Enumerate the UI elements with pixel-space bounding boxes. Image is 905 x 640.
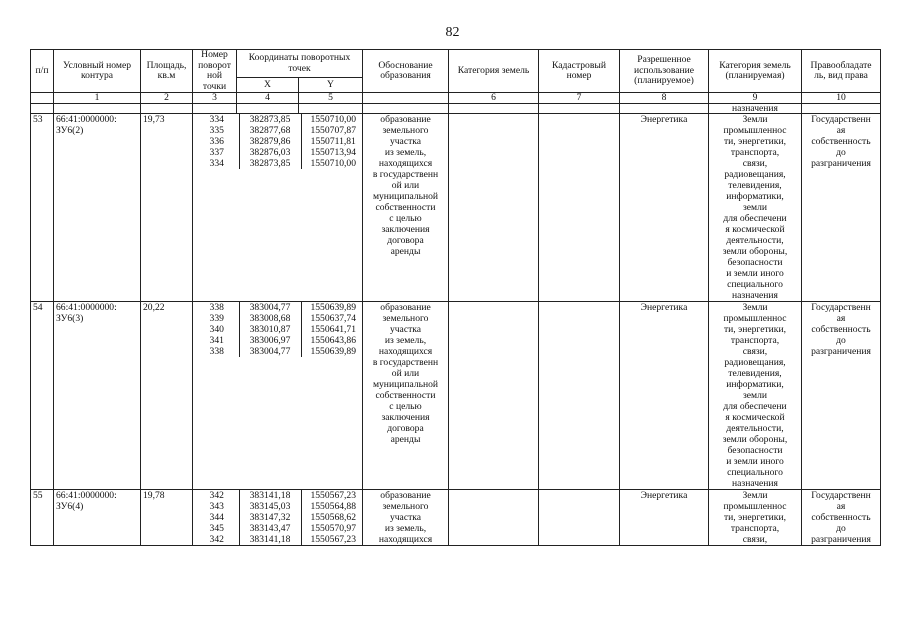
coord-y: 1550637,74 [310,313,357,324]
coordinates-cell [193,490,363,546]
coordinate-row [195,324,365,335]
coord-y: 1550567,23 [310,534,357,545]
coord-y: 1550568,62 [310,512,357,523]
point-number: 343 [195,501,239,512]
coordinates-list [195,302,365,357]
coord-x: 382876,03 [239,147,301,158]
land-category [449,302,539,490]
column-number: 6 [449,93,539,104]
column-number: 1 [54,93,141,104]
coordinate-row [195,302,365,313]
coord-y: 1550639,89 [310,346,357,357]
coordinate-row [195,523,365,534]
contour-number: 66:41:0000000: ЗУ6(4) [54,490,141,546]
point-number: 339 [195,313,239,324]
land-category [449,490,539,546]
cadastral-number [539,302,620,490]
row-num: 53 [31,114,54,302]
coord-x: 382873,85 [239,158,301,169]
coord-x: 383006,97 [239,335,301,346]
coord-y: 1550713,94 [310,147,357,158]
coord-x: 383008,68 [239,313,301,324]
coord-y: 1550710,00 [310,114,357,125]
column-number-empty [31,93,54,104]
coordinate-row [195,346,365,357]
coord-y: 1550643,86 [310,335,357,346]
column-number-row [31,93,881,104]
coordinate-row [195,147,365,158]
coordinates-cell [193,302,363,490]
point-number: 338 [195,346,239,357]
coord-x: 383004,77 [239,346,301,357]
coord-x: 383145,03 [239,501,301,512]
coordinate-row [195,512,365,523]
coordinates-list [195,490,365,545]
column-number: 2 [141,93,193,104]
coord-y: 1550570,97 [310,523,357,534]
point-number: 341 [195,335,239,346]
owner-right: Государственн ая собственность до разграничения [802,490,881,546]
coord-x: 383010,87 [239,324,301,335]
table-row [31,114,881,302]
point-number: 336 [195,136,239,147]
point-number: 340 [195,324,239,335]
carryover-text: назначения [709,104,802,114]
coordinate-row [195,490,365,501]
planned-category: Земли промышленнос ти, энергетики, транспорта, связи, радиовещания, телевидения, информатики, земли для обеспечени я космической деятельности, земли обороны, безопасности и земли иного специального назначения [709,302,802,490]
header-owner: Правообладате ль, вид права [802,50,881,93]
point-number: 338 [195,302,239,313]
coordinate-row [195,313,365,324]
header-cadastral: Кадастровый номер [539,50,620,93]
point-number: 335 [195,125,239,136]
header-area: Площадь, кв.м [141,50,193,93]
coord-y: 1550564,88 [310,501,357,512]
column-number: 5 [299,93,363,104]
header-num: п/п [31,50,54,93]
owner-right: Государственн ая собственность до разграничения [802,114,881,302]
basis-text: образование земельного участка из земель, находящихся [363,490,449,546]
page-number: 82 [445,25,460,40]
permitted-use: Энергетика [620,490,709,546]
coord-x: 382877,68 [239,125,301,136]
coord-x: 383141,18 [239,534,301,545]
coord-x: 382879,86 [239,136,301,147]
point-number: 334 [195,158,239,169]
coord-x: 383143,47 [239,523,301,534]
coordinate-row [195,125,365,136]
contour-number: 66:41:0000000: ЗУ6(2) [54,114,141,302]
column-number-empty [363,93,449,104]
cadastral-number [539,114,620,302]
coord-y: 1550639,89 [310,302,357,313]
permitted-use: Энергетика [620,114,709,302]
basis-text: образование земельного участка из земель, находящихся в государственн ой или муниципальной собственности с целью заключения договора аренды [363,114,449,302]
carryover-row [31,104,881,114]
header-category-planned: Категория земель (планируемая) [709,50,802,93]
contour-number: 66:41:0000000: ЗУ6(3) [54,302,141,490]
land-category [449,114,539,302]
planned-category: Земли промышленнос ти, энергетики, транспорта, связи, радиовещания, телевидения, информатики, земли для обеспечени я космической деятельности, земли обороны, безопасности и земли иного специального назначения [709,114,802,302]
column-number: 9 [709,93,802,104]
table-row [31,302,881,490]
coord-y: 1550707,87 [310,125,357,136]
column-number: 4 [237,93,299,104]
owner-right: Государственн ая собственность до разграничения [802,302,881,490]
coord-x: 383141,18 [239,490,301,501]
coord-y: 1550567,23 [310,490,357,501]
coord-y: 1550641,71 [310,324,357,335]
coordinate-row [195,158,365,169]
cadastral-number [539,490,620,546]
column-number: 10 [802,93,881,104]
header-contour: Условный номер контура [54,50,141,93]
header-use: Разрешенное использование (планируемое) [620,50,709,93]
point-number: 345 [195,523,239,534]
coord-y: 1550710,00 [310,158,357,169]
point-number: 334 [195,114,239,125]
coordinate-row [195,501,365,512]
row-num: 54 [31,302,54,490]
land-plots-table [30,49,881,546]
header-basis: Обоснование образования [363,50,449,93]
coordinates-list [195,114,365,169]
header-y: Y [299,78,363,93]
coordinate-row [195,335,365,346]
coord-x: 383147,32 [239,512,301,523]
coordinate-row [195,534,365,545]
point-number: 342 [195,534,239,545]
permitted-use: Энергетика [620,302,709,490]
coordinate-row [195,114,365,125]
area-value: 19,73 [141,114,193,302]
basis-text: образование земельного участка из земель, находящихся в государственн ой или муниципальной собственности с целью заключения договора аренды [363,302,449,490]
column-number: 3 [193,93,237,104]
coordinates-cell [193,114,363,302]
coord-x: 382873,85 [239,114,301,125]
column-number: 8 [620,93,709,104]
point-number: 337 [195,147,239,158]
row-num: 55 [31,490,54,546]
column-number: 7 [539,93,620,104]
header-coords: Координаты поворотных точек [237,50,363,78]
point-number: 344 [195,512,239,523]
coord-y: 1550711,81 [310,136,356,147]
header-category: Категория земель [449,50,539,93]
area-value: 19,78 [141,490,193,546]
coordinate-row [195,136,365,147]
planned-category: Земли промышленнос ти, энергетики, транспорта, связи, [709,490,802,546]
coord-x: 383004,77 [239,302,301,313]
header-x: X [237,78,299,93]
point-number: 342 [195,490,239,501]
area-value: 20,22 [141,302,193,490]
table-row [31,490,881,546]
header-point: Номер поворот ной точки [193,50,237,93]
